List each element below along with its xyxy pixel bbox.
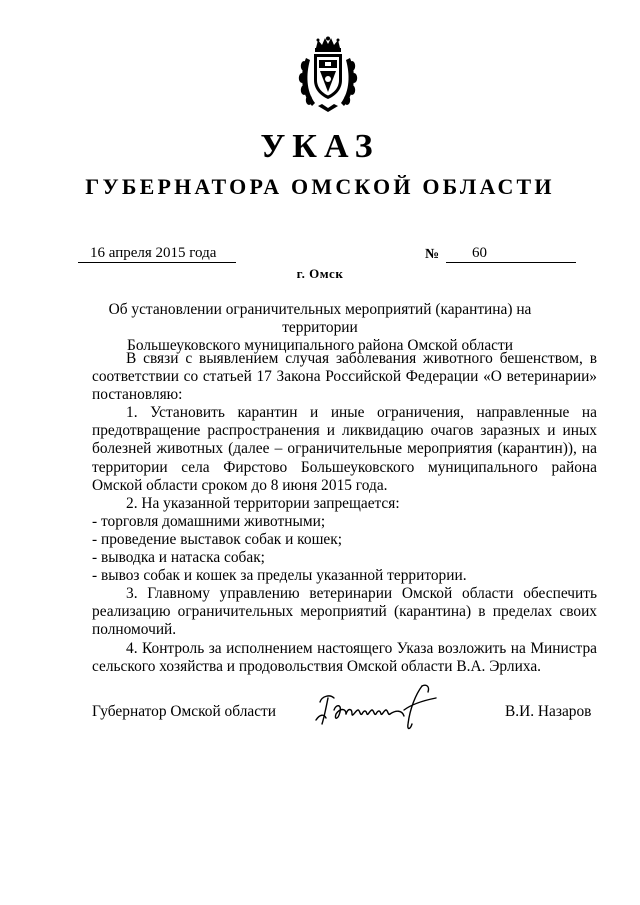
document-title: УКАЗ — [260, 128, 380, 165]
document-number-label: № — [425, 247, 440, 262]
body-paragraph-3: 3. Главному управлению ветеринарии Омской области обеспечить реализацию ограничительных мероприятий (карантина) в пределах своих полномочий. — [92, 585, 597, 639]
omsk-coat-of-arms-emblem — [298, 36, 358, 114]
prohibition-item: - вывоз собак и кошек за пределы указанной территории. — [92, 567, 467, 585]
body-paragraph-4: 4. Контроль за исполнением настоящего Указа возложить на Министра сельского хозяйства и продовольствия Омской области В.А. Эрлиха. — [92, 639, 597, 675]
document-body — [92, 350, 597, 676]
document-subtitle: ГУБЕРНАТОРА ОМСКОЙ ОБЛАСТИ — [85, 174, 555, 199]
document-number: 60 — [446, 244, 576, 263]
document-heading-line-1: Об установлении ограничительных мероприятий (карантина) на территории — [108, 301, 532, 336]
document-heading-line-2: Большеуковского муниципального района Омской области — [127, 337, 513, 354]
prohibition-item: - проведение выставок собак и кошек; — [92, 530, 343, 548]
document-heading — [90, 301, 550, 355]
document-city: г. Омск — [296, 266, 344, 281]
document-date: 16 апреля 2015 года — [78, 244, 236, 263]
prohibition-item: - выводка и натаска собак; — [92, 549, 265, 567]
signatory-name: В.И. Назаров — [505, 703, 592, 720]
body-paragraph-preamble: В связи с выявлением случая заболевания животного бешенством, в соответствии со статьей 17 Закона Российской Федерации «О ветеринарии» постановляю: — [92, 350, 597, 404]
handwritten-signature — [312, 680, 442, 732]
body-paragraph-1: 1. Установить карантин и иные ограничения, направленные на предотвращение распространения и ликвидацию очагов заразных и иных болезней животных (далее – ограничительные мероприятия (карантин)), на территории села Фирстово Большеуковского муниципального района Омской области сроком до 8 июня 2015 года. — [92, 404, 597, 494]
signatory-position: Губернатор Омской области — [92, 703, 276, 720]
prohibition-item: - торговля домашними животными; — [92, 512, 326, 530]
body-paragraph-2: 2. На указанной территории запрещается: — [126, 494, 400, 512]
